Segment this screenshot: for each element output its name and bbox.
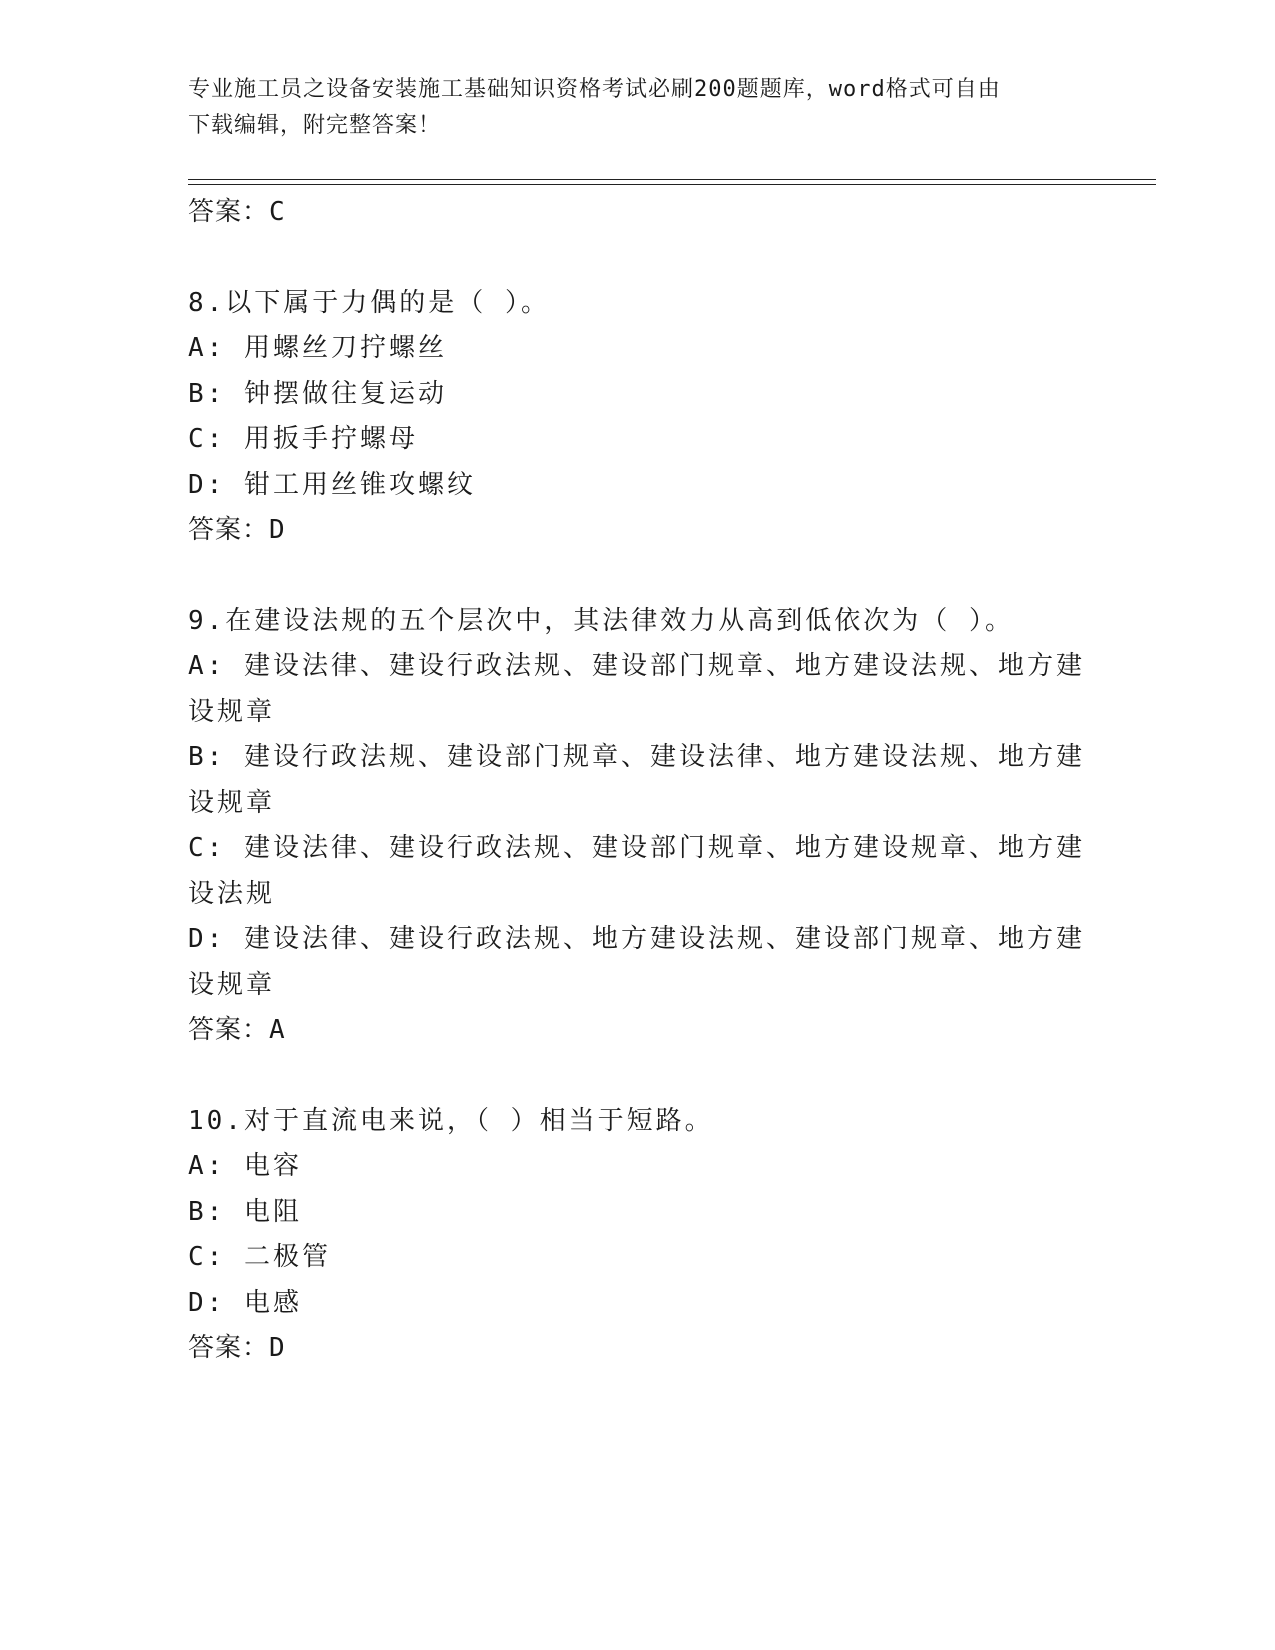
header-divider-bottom xyxy=(188,184,1156,185)
option-b: B: 钟摆做往复运动 xyxy=(188,378,447,409)
question-stem: 10.对于直流电来说，（ ）相当于短路。 xyxy=(188,1105,714,1136)
option-a-continued: 设规章 xyxy=(188,696,276,727)
option-c: C: 用扳手拧螺母 xyxy=(188,424,418,454)
question-8 xyxy=(188,281,1088,554)
option-b: B: 电阻 xyxy=(188,1196,302,1227)
option-c-continued: 设法规 xyxy=(188,878,276,909)
document-body xyxy=(188,190,1088,1372)
option-c: C: 建设法律、建设行政法规、建设部门规章、地方建设规章、地方建 xyxy=(188,833,1085,863)
answer: 答案：D xyxy=(188,1333,286,1363)
option-a: A: 用螺丝刀拧螺丝 xyxy=(188,333,447,363)
header-line-1: 专业施工员之设备安装施工基础知识资格考试必刷200题题库，word格式可自由 xyxy=(188,77,1001,102)
header-divider-top xyxy=(188,179,1156,180)
option-d: D: 钳工用丝锥攻螺纹 xyxy=(188,469,476,500)
option-d: D: 建设法律、建设行政法规、地方建设法规、建设部门规章、地方建 xyxy=(188,924,1085,954)
answer: 答案：D xyxy=(188,515,286,545)
header-line-2: 下载编辑，附完整答案！ xyxy=(188,113,442,138)
option-a: A: 电容 xyxy=(188,1151,302,1181)
answer: 答案：A xyxy=(188,1015,286,1045)
option-b-continued: 设规章 xyxy=(188,787,276,818)
option-a: A: 建设法律、建设行政法规、建设部门规章、地方建设法规、地方建 xyxy=(188,651,1085,681)
question-9 xyxy=(188,599,1088,1054)
question-stem: 9.在建设法规的五个层次中，其法律效力从高到低依次为（ ）。 xyxy=(188,605,1014,636)
option-d-continued: 设规章 xyxy=(188,969,276,1000)
document-header xyxy=(188,72,1068,144)
option-c: C: 二极管 xyxy=(188,1242,331,1272)
previous-answer: 答案：C xyxy=(188,197,286,227)
question-10 xyxy=(188,1099,1088,1372)
question-stem: 8.以下属于力偶的是（ ）。 xyxy=(188,287,550,318)
option-b: B: 建设行政法规、建设部门规章、建设法律、地方建设法规、地方建 xyxy=(188,742,1085,772)
option-d: D: 电感 xyxy=(188,1287,302,1318)
